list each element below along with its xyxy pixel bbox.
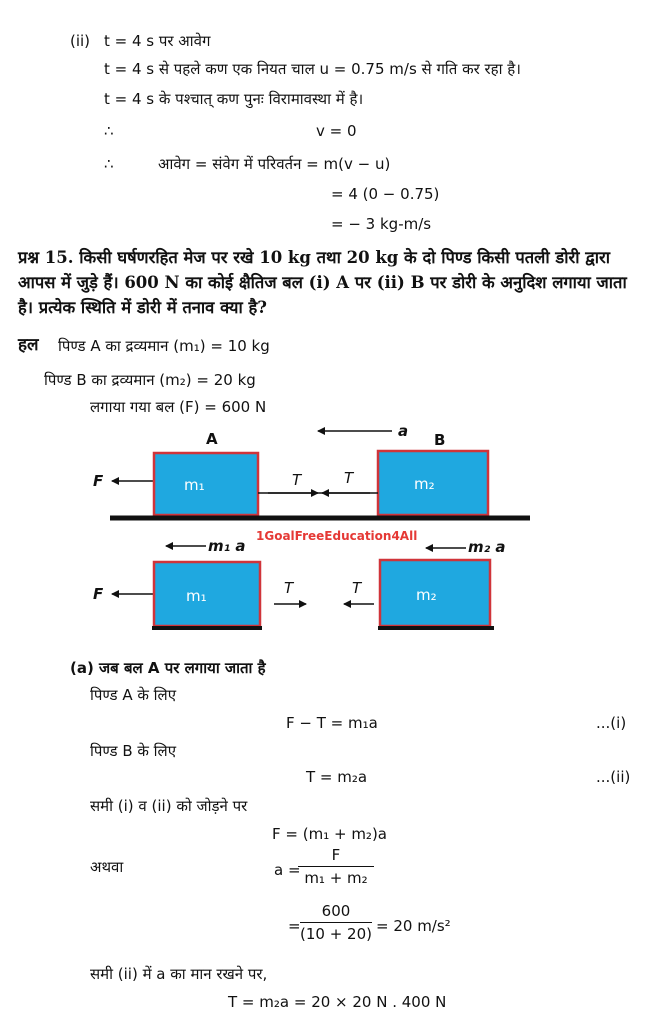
question-line: प्रश्न 15. किसी घर्षणरहित मेज पर रखे 10 kg तथा 20 kg के दो पिण्ड किसी पतली डोरी द्वारा bbox=[18, 248, 611, 267]
athva-label: अथवा bbox=[90, 858, 124, 876]
block-m1 bbox=[154, 562, 260, 626]
mass-a-given: पिण्ड A का द्रव्यमान (m₁) = 10 kg bbox=[58, 337, 270, 355]
label-tension: T bbox=[292, 471, 302, 489]
fraction-bar bbox=[300, 922, 372, 923]
part-a-heading: (a) जब बल A पर लगाया जाता है bbox=[70, 659, 266, 677]
question-line: है। प्रत्येक स्थिति में डोरी में तनाव क्या है? bbox=[18, 298, 267, 317]
a-equation-lhs: a = bbox=[274, 861, 301, 879]
therefore-symbol: ∴ bbox=[104, 155, 114, 173]
impulse-equation: आवेग = संवेग में परिवर्तन = m(v − u) bbox=[158, 155, 391, 173]
fraction-numerator: 600 bbox=[321, 902, 351, 920]
label-force: F bbox=[93, 472, 104, 490]
equation-2-number: ...(ii) bbox=[596, 768, 631, 786]
part-ii-label: (ii) bbox=[70, 32, 91, 50]
for-body-b: पिण्ड B के लिए bbox=[90, 742, 177, 760]
force-given: लगाया गया बल (F) = 600 N bbox=[90, 398, 267, 416]
fraction-denominator: m₁ + m₂ bbox=[304, 869, 368, 887]
label-acceleration: a bbox=[398, 422, 409, 440]
label-tension: T bbox=[352, 579, 362, 597]
fraction-numeric bbox=[300, 902, 372, 943]
acceleration-result: = 20 m/s² bbox=[376, 917, 451, 935]
for-body-a: पिण्ड A के लिए bbox=[90, 686, 176, 704]
therefore-symbol: ∴ bbox=[104, 122, 114, 140]
block-m1 bbox=[154, 453, 258, 515]
impulse-result: = − 3 kg-m/s bbox=[331, 215, 432, 233]
impulse-step: = 4 (0 − 0.75) bbox=[331, 185, 440, 203]
equation-1-number: ...(i) bbox=[596, 714, 627, 732]
label-block-b: B bbox=[434, 431, 446, 449]
equation-1: F − T = m₁a bbox=[286, 714, 378, 732]
label-block-a: A bbox=[206, 430, 218, 448]
tension-result: T = m₂a = 20 × 20 N . 400 N bbox=[228, 993, 447, 1011]
solution-label: हल bbox=[18, 335, 39, 355]
block-m2-label: m₂ bbox=[414, 475, 435, 493]
part-ii-line1: t = 4 s से पहले कण एक नियत चाल u = 0.75 m/s से गति कर रहा है। bbox=[104, 60, 521, 78]
part-ii-heading: t = 4 s पर आवेग bbox=[104, 32, 211, 50]
part-ii-line2: t = 4 s के पश्चात् कण पुनः विरामावस्था में है। bbox=[104, 90, 364, 108]
fraction-numerator: F bbox=[331, 846, 341, 864]
label-tension: T bbox=[284, 579, 294, 597]
label-m2a: m₂ a bbox=[468, 538, 506, 556]
label-force: F bbox=[93, 585, 104, 603]
question-line: आपस में जुड़े हैं। 600 N का कोई क्षैतिज बल (i) A पर (ii) B पर डोरी के अनुदिश लगाया जाता bbox=[18, 273, 627, 292]
watermark: 1GoalFreeEducation4All bbox=[256, 529, 418, 543]
adding-note: समी (i) व (ii) को जोड़ने पर bbox=[90, 797, 248, 815]
label-tension: T bbox=[344, 469, 354, 487]
mass-b-given: पिण्ड B का द्रव्यमान (m₂) = 20 kg bbox=[44, 371, 256, 389]
block-m2-label: m₂ bbox=[416, 586, 437, 604]
fraction-f-over-masses bbox=[298, 846, 374, 887]
equals-sign: = bbox=[288, 917, 301, 935]
fraction-bar bbox=[298, 866, 374, 867]
substitute-note: समी (ii) में a का मान रखने पर, bbox=[90, 965, 268, 983]
equation-2: T = m₂a bbox=[306, 768, 368, 786]
block-m1-label: m₁ bbox=[186, 587, 207, 605]
block-m1-label: m₁ bbox=[184, 476, 205, 494]
label-m1a: m₁ a bbox=[208, 537, 246, 555]
sum-equation: F = (m₁ + m₂)a bbox=[272, 825, 387, 843]
velocity-equation: v = 0 bbox=[316, 122, 357, 140]
fraction-denominator: (10 + 20) bbox=[300, 925, 372, 943]
